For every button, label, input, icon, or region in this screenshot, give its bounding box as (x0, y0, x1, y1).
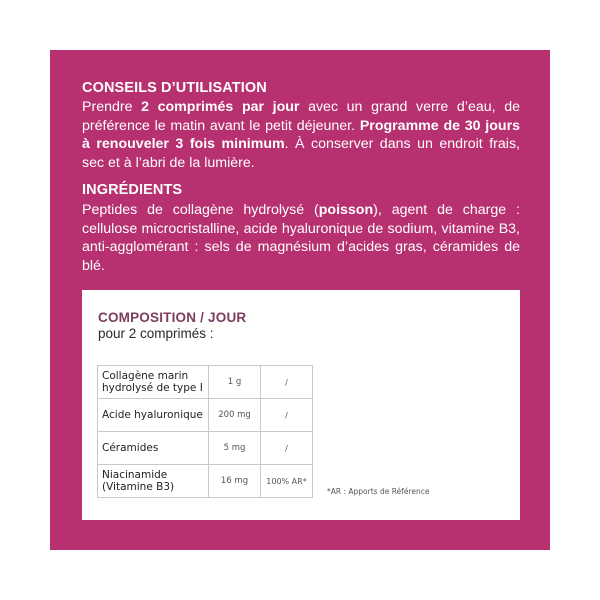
table-row (98, 399, 313, 432)
composition-table (97, 365, 313, 498)
ingredient-quantity: 1 g (209, 366, 261, 399)
ingredient-name: Collagène marin hydrolysé de type I (98, 366, 209, 399)
usage-title: CONSEILS D’UTILISATION (82, 80, 267, 96)
composition-subtitle: pour 2 comprimés : (98, 326, 214, 341)
table-row (98, 432, 313, 465)
ingredient-quantity: 5 mg (209, 432, 261, 465)
ingredients-text: Peptides de collagène hydrolysé (poisson), agent de charge : cellulose microcristalline, acide hyaluronique de sodium, vitamine B3, anti-agglomérant : sels de magnésium d’acides gras, céramides de blé. (82, 202, 520, 274)
ingredient-name: Céramides (98, 432, 209, 465)
ingredient-ar: / (261, 432, 313, 465)
ingredient-name: Niacinamide (Vitamine B3) (98, 465, 209, 498)
ingredients-title: INGRÉDIENTS (82, 182, 183, 198)
ingredient-name: Acide hyaluronique (98, 399, 209, 432)
ingredient-ar: / (261, 399, 313, 432)
composition-card (82, 290, 520, 520)
usage-text: Prendre 2 comprimés par jour avec un grand verre d’eau, de préférence le matin avant le petit déjeuner. Programme de 30 jours à renouveler 3 fois minimum. À conserver dans un endroit frais, sec et à l’abri de la lumière. (82, 99, 520, 171)
table-row (98, 465, 313, 498)
table-row (98, 366, 313, 399)
ingredient-ar: / (261, 366, 313, 399)
ar-footnote: *AR : Apports de Référence (327, 487, 430, 496)
ingredient-quantity: 16 mg (209, 465, 261, 498)
ingredient-quantity: 200 mg (209, 399, 261, 432)
composition-title: COMPOSITION / JOUR (98, 310, 247, 325)
ingredient-ar: 100% AR* (261, 465, 313, 498)
product-info-panel (50, 50, 550, 550)
